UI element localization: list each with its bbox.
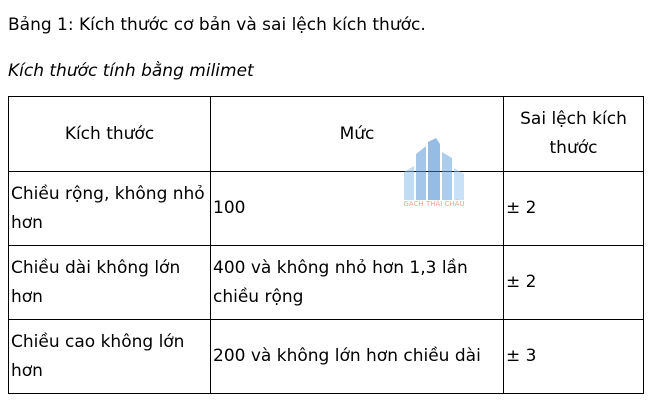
table-row (9, 172, 644, 246)
unit-note: Kích thước tính bằng milimet (8, 61, 254, 81)
cell-dimension: Chiều cao không lớn hơn (9, 320, 211, 394)
cell-tolerance: ± 2 (504, 172, 644, 246)
table-header-row (9, 97, 644, 172)
header-level: Mức (211, 97, 504, 172)
dimension-table (8, 96, 644, 394)
cell-tolerance: ± 3 (504, 320, 644, 394)
table-row (9, 320, 644, 394)
cell-level: 100 (211, 172, 504, 246)
cell-tolerance: ± 2 (504, 246, 644, 320)
cell-dimension: Chiều dài không lớn hơn (9, 246, 211, 320)
table-caption: Bảng 1: Kích thước cơ bản và sai lệch kích thước. (8, 15, 426, 35)
header-dimension: Kích thước (9, 97, 211, 172)
table-row (9, 246, 644, 320)
cell-level: 400 và không nhỏ hơn 1,3 lần chiều rộng (211, 246, 504, 320)
cell-dimension: Chiều rộng, không nhỏ hơn (9, 172, 211, 246)
watermark-text: GẠCH THÁI CHÂU (403, 200, 465, 208)
cell-level: 200 và không lớn hơn chiều dài (211, 320, 504, 394)
header-tolerance: Sai lệch kích thước (504, 97, 644, 172)
